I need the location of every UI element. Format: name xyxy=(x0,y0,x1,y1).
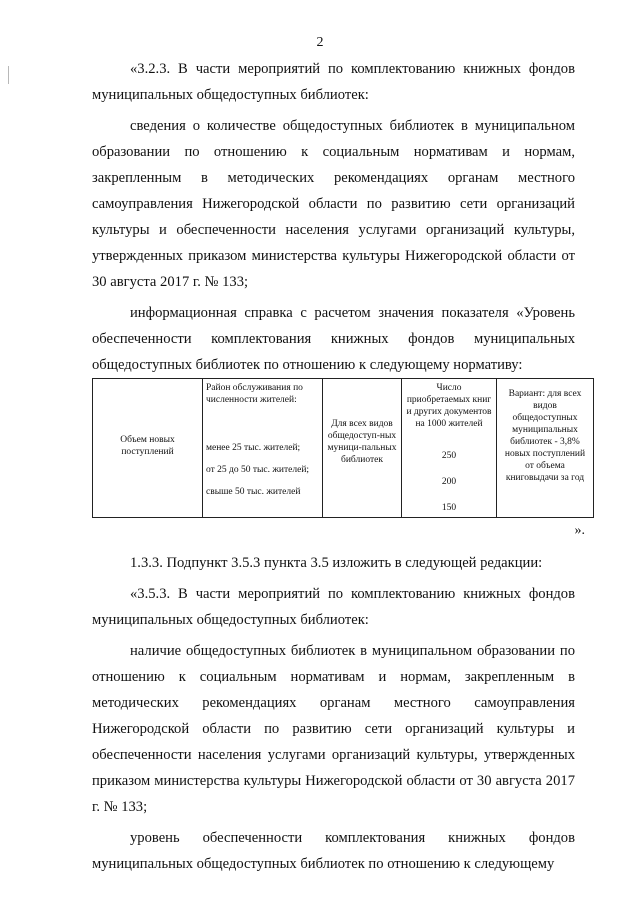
district-row: от 25 до 50 тыс. жителей; xyxy=(206,465,310,475)
volume-label: Объем новых поступлений xyxy=(120,435,175,457)
books-value: 150 xyxy=(441,503,457,513)
district-row: свыше 50 тыс. жителей xyxy=(206,487,301,497)
table-closing-quote: ». xyxy=(574,523,585,538)
scan-margin-mark xyxy=(8,66,9,84)
district-row: менее 25 тыс. жителей; xyxy=(206,443,301,453)
paragraph-3-5-3: «3.5.3. В части мероприятий по комплектованию книжных фондов муниципальных общедоступных библиотек: xyxy=(92,586,575,628)
paragraph-provision-level: уровень обеспеченности комплектования книжных фондов муниципальных общедоступных библиотек по отношению к следующему xyxy=(92,830,575,872)
paragraph-1-3-3: 1.3.3. Подпункт 3.5.3 пункта 3.5 изложить в следующей редакции: xyxy=(130,555,543,571)
books-value: 200 xyxy=(441,477,457,487)
table-cell-variant xyxy=(497,379,594,518)
table-cell-library-types xyxy=(323,379,402,518)
paragraph-library-presence: наличие общедоступных библиотек в муниципальном образовании по отношению к социальным нормативам и нормам, закрепленным в методических рекомендациях органам местного самоуправления Нижегородской области по развитию сети организаций культуры и обеспеченности населения услугами организаций культуры, утвержденных приказом министерства культуры Нижегородской области от 30 августа 2017 г. № 133; xyxy=(92,643,575,815)
table-cell-district xyxy=(203,379,323,518)
document-body xyxy=(92,56,586,882)
norm-table-wrap xyxy=(92,378,586,518)
table-cell-books-per-1000 xyxy=(402,379,497,518)
library-types-label: Для всех видов общедоступ-ных муници-пальных библиотек xyxy=(327,419,397,465)
paragraph-3-2-3: «3.2.3. В части мероприятий по комплектованию книжных фондов муниципальных общедоступных библиотек: xyxy=(92,61,575,103)
table-cell-volume xyxy=(93,379,203,518)
variant-text: Вариант: для всех видов общедоступных муниципальных библиотек - 3,8% новых поступлений от объема книговыдачи за год xyxy=(504,389,586,483)
books-header: Число приобретаемых книг и других документов на 1000 жителей xyxy=(406,383,492,429)
paragraph-library-count: сведения о количестве общедоступных библиотек в муниципальном образовании по отношению к социальным нормативам и нормам, закрепленным в методических рекомендациях органам местного самоуправления Нижегородской области по развитию сети организаций культуры и обеспеченности населения услугами организаций культуры, утвержденных приказом министерства культуры Нижегородской области от 30 августа 2017 г. № 133; xyxy=(92,118,575,290)
table-row xyxy=(93,379,594,518)
page-number: 2 xyxy=(316,35,324,50)
norm-table xyxy=(92,378,594,518)
district-header: Район обслуживания по численности жителей: xyxy=(206,383,303,405)
paragraph-info-note: информационная справка с расчетом значения показателя «Уровень обеспеченности комплектования книжных фондов муниципальных общедоступных библиотек по отношению к следующему нормативу: xyxy=(92,305,575,373)
books-value: 250 xyxy=(441,451,457,461)
